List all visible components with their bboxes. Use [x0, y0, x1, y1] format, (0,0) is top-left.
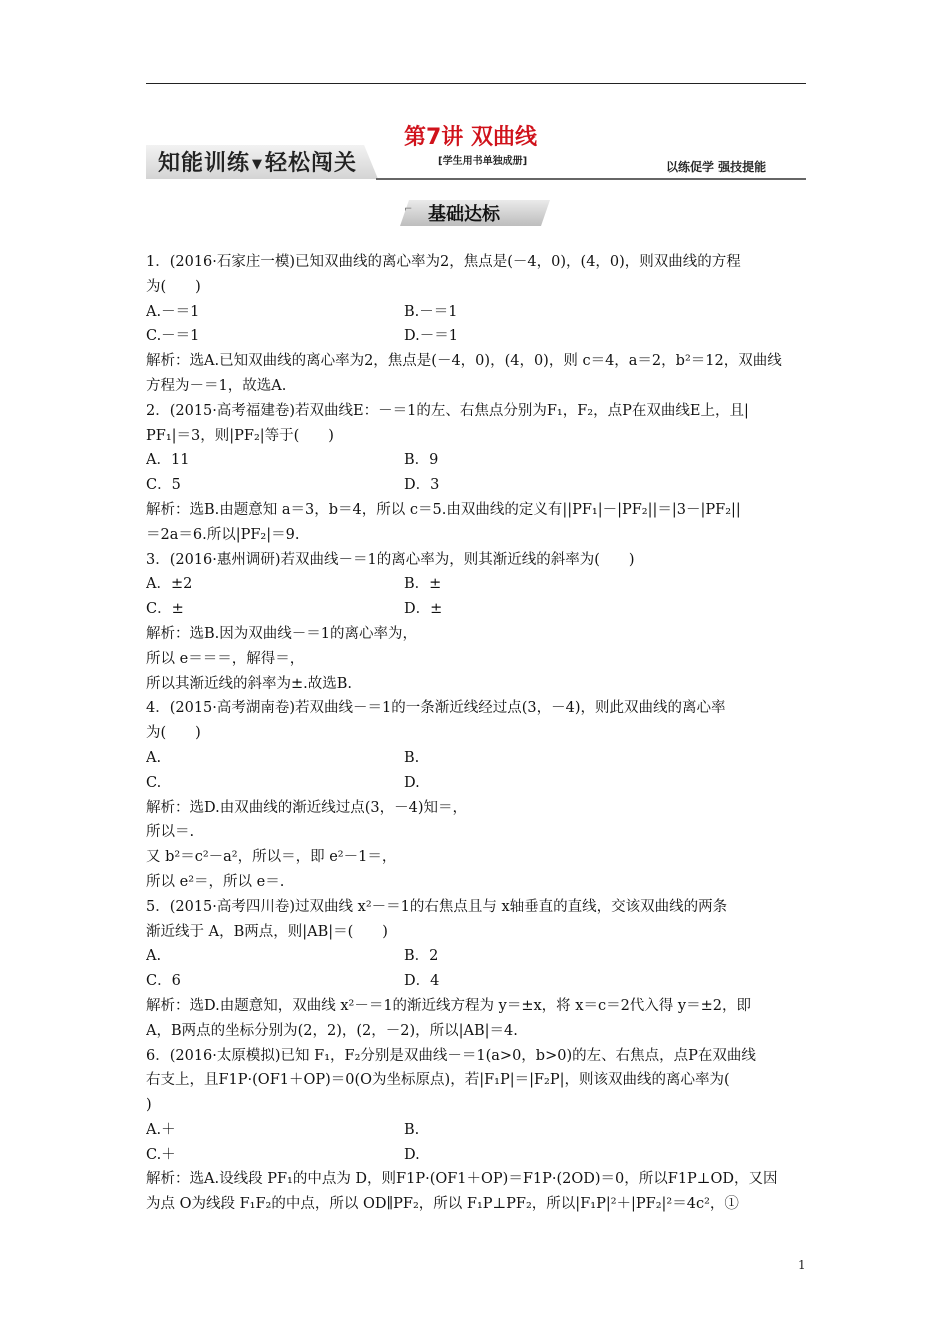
answer-option: D.－＝1 — [404, 328, 458, 345]
text-line: 又 b²＝c²－a²，所以＝，即 e²－1＝， — [146, 849, 397, 866]
answer-option: B．2 — [404, 948, 439, 965]
top-rule — [146, 83, 806, 84]
answer-options-row — [146, 597, 810, 622]
text-line: 所以＝. — [146, 824, 195, 841]
answer-options-row — [146, 324, 810, 349]
text-line: 所以其渐近线的斜率为±.故选B. — [146, 675, 353, 692]
text-line: 3．(2016·惠州调研)若双曲线－＝1的离心率为，则其渐近线的斜率为( ) — [146, 551, 635, 568]
answer-option: D. — [404, 1146, 420, 1163]
text-line: 解析：选B.由题意知 a＝3，b＝4，所以 c＝5.由双曲线的定义有||PF₁|－|PF₂||＝|3－|PF₂|| — [146, 501, 741, 518]
text-line: 解析：选A.已知双曲线的离心率为2，焦点是(－4，0)，(4，0)，则 c＝4，a＝2，b²＝12，双曲线 — [146, 353, 782, 370]
answer-option: A. — [146, 948, 162, 965]
answer-option: D．3 — [404, 477, 440, 494]
answer-options-row — [146, 1143, 810, 1168]
text-line: 为( ) — [146, 725, 201, 742]
text-line: 4．(2015·高考湖南卷)若双曲线－＝1的一条渐近线经过点(3，－4)，则此双曲线的离心率 — [146, 700, 726, 717]
answer-option: C. — [146, 774, 162, 791]
document-body — [146, 250, 810, 1217]
text-line: 解析：选A.设线段 PF₁的中点为 D，则F1P·(OF1＋OP)＝F1P·(2OD)＝0，所以F1P⊥OD，又因 — [146, 1171, 778, 1188]
text-line: 解析：选B.因为双曲线－＝1的离心率为， — [146, 625, 417, 642]
answer-option: A.＋ — [146, 1121, 176, 1138]
chapter-subtitle: [学生用书单独成册] — [438, 156, 528, 167]
text-line: ) — [146, 1097, 152, 1114]
section-title: 基础达标 — [428, 204, 500, 225]
answer-options-row — [146, 771, 810, 796]
answer-option: B．± — [404, 576, 442, 593]
answer-option: D. — [404, 774, 420, 791]
text-line: 6．(2016·太原模拟)已知 F₁，F₂分别是双曲线－＝1(a>0，b>0)的左、右焦点，点P在双曲线 — [146, 1047, 756, 1064]
answer-options-row — [146, 448, 810, 473]
down-triangle-icon: ▼ — [252, 156, 264, 172]
answer-options-row — [146, 1118, 810, 1143]
text-line: 为( ) — [146, 278, 201, 295]
answer-option: B. — [404, 1121, 420, 1138]
text-line: 渐近线于 A，B两点，则|AB|＝( ) — [146, 923, 388, 940]
chapter-title: 第7讲 双曲线 — [404, 125, 537, 150]
text-line: 2．(2015·高考福建卷)若双曲线E：－＝1的左、右焦点分别为F₁，F₂，点P在双曲线E上，且| — [146, 402, 749, 419]
text-line: 所以 e²＝，所以 e＝. — [146, 873, 285, 890]
text-line: 为点 O为线段 F₁F₂的中点，所以 OD∥PF₂，所以 F₁P⊥PF₂，所以|F₁P|²＋|PF₂|²＝4c²，① — [146, 1196, 739, 1213]
answer-option: C．± — [146, 601, 184, 618]
answer-option: D．4 — [404, 973, 440, 990]
answer-option: C．6 — [146, 973, 181, 990]
text-line: PF₁|＝3，则|PF₂|等于( ) — [146, 427, 334, 444]
answer-options-row — [146, 473, 810, 498]
answer-option: A.－＝1 — [146, 303, 200, 320]
answer-option: B.－＝1 — [404, 303, 458, 320]
answer-options-row — [146, 746, 810, 771]
answer-option: C.－＝1 — [146, 328, 200, 345]
answer-options-row — [146, 300, 810, 325]
answer-option: C.＋ — [146, 1146, 176, 1163]
text-line: 解析：选D.由双曲线的渐近线过点(3，－4)知＝， — [146, 799, 467, 816]
answer-option: C．5 — [146, 477, 181, 494]
answer-option: A. — [146, 749, 162, 766]
banner-underline — [376, 178, 806, 180]
text-line: A，B两点的坐标分别为(2，2)，(2，－2)，所以|AB|＝4. — [146, 1022, 518, 1039]
answer-option: A．11 — [146, 452, 190, 469]
answer-option: B．9 — [404, 452, 439, 469]
page-number: 1 — [798, 1258, 806, 1272]
text-line: 解析：选D.由题意知，双曲线 x²－＝1的渐近线方程为 y＝±x，将 x＝c＝2代入得 y＝±2，即 — [146, 997, 751, 1014]
answer-option: B. — [404, 749, 420, 766]
text-line: 所以 e＝＝＝，解得＝， — [146, 650, 305, 667]
text-line: 方程为－＝1，故选A. — [146, 377, 287, 394]
text-line: 1．(2016·石家庄一模)已知双曲线的离心率为2，焦点是(－4，0)，(4，0)，则双曲线的方程 — [146, 254, 741, 270]
answer-options-row — [146, 944, 810, 969]
text-line: 5．(2015·高考四川卷)过双曲线 x²－＝1的右焦点且与 x轴垂直的直线，交该双曲线的两条 — [146, 898, 728, 915]
answer-option: D．± — [404, 601, 443, 618]
banner-title: 知能训练 ▼轻松闯关 — [158, 151, 358, 176]
text-line: 右支上，且F1P·(OF1＋OP)＝0(O为坐标原点)，若|F₁P|＝|F₂P|，则该双曲线的离心率为( — [146, 1072, 730, 1089]
answer-options-row — [146, 572, 810, 597]
text-line: ＝2a＝6.所以|PF₂|＝9. — [146, 526, 300, 543]
answer-options-row — [146, 969, 810, 994]
answer-option: A．±2 — [146, 576, 193, 593]
tagline: 以练促学 强技提能 — [666, 160, 767, 174]
section-mark-icon: ⌐ — [404, 204, 413, 215]
